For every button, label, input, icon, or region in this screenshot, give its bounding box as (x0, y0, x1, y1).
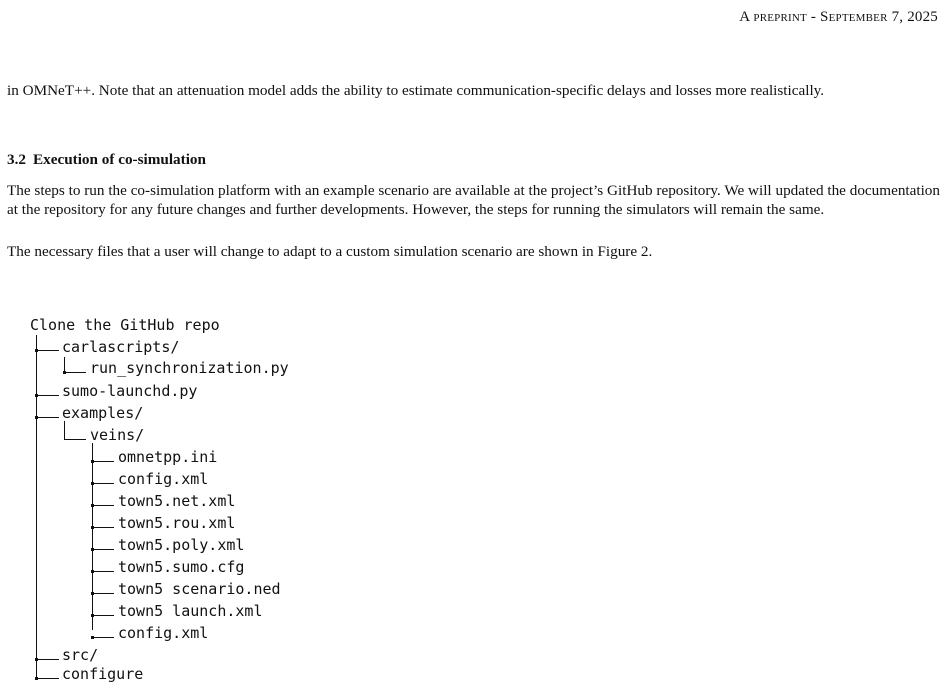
header-label: preprint - September (753, 9, 888, 25)
tree-item-town5-launch-xml: town5 launch.xml (118, 602, 263, 620)
tree-dot (35, 677, 38, 680)
tree-connector (92, 593, 114, 594)
section-number: 3.2 (7, 151, 26, 168)
tree-connector (92, 637, 114, 638)
veins-branch-line (92, 443, 93, 630)
header-date: 7, 2025 (891, 9, 938, 25)
tree-item-veins: veins/ (90, 426, 145, 444)
steps-paragraph: The steps to run the co-simulation platform with an example scenario are available at the project’s GitHub repository. We will updated the documentation at the repository for any future changes and further developments. However, the steps for running the simulators will remain the same. (7, 182, 940, 218)
tree-connector (36, 678, 59, 679)
tree-dot (91, 614, 94, 617)
tree-dot (91, 460, 94, 463)
tree-item-sumo-launchd: sumo-launchd.py (62, 382, 198, 400)
tree-connector (36, 659, 59, 660)
tree-item-examples: examples/ (62, 404, 144, 422)
tree-item-src: src/ (62, 646, 99, 664)
tree-connector (36, 350, 59, 351)
tree-connector (36, 395, 59, 396)
tree-connector (92, 461, 114, 462)
tree-item-town5-poly: town5.poly.xml (118, 536, 245, 554)
tree-connector (92, 483, 114, 484)
tree-root: Clone the GitHub repo (30, 316, 220, 334)
tree-item-town5-rou: town5.rou.xml (118, 514, 236, 532)
section-title: Execution of co-simulation (33, 151, 206, 168)
tree-item-config-xml-2: config.xml (118, 624, 209, 642)
tree-item-configure: configure (62, 665, 144, 683)
tree-dot (91, 526, 94, 529)
tree-dot (91, 504, 94, 507)
tree-dot (35, 349, 38, 352)
tree-item-town5-scenario-ned: town5 scenario.ned (118, 580, 281, 598)
tree-dot (91, 592, 94, 595)
examples-branch-line (64, 421, 65, 440)
tree-dot (35, 658, 38, 661)
tree-item-omnetpp-ini: omnetpp.ini (118, 448, 218, 466)
tree-item-town5-net: town5.net.xml (118, 492, 236, 510)
tree-connector (64, 372, 86, 373)
header-prefix: A (739, 9, 750, 25)
tree-dot (91, 482, 94, 485)
tree-connector (92, 615, 114, 616)
files-paragraph: The necessary files that a user will change to adapt to a custom simulation scenario are shown in Figure 2. (7, 243, 653, 260)
tree-connector (92, 549, 114, 550)
tree-dot (35, 394, 38, 397)
intro-paragraph: in OMNeT++. Note that an attenuation model adds the ability to estimate communication-specific delays and losses more realistically. (7, 82, 825, 99)
tree-trunk-line (36, 335, 37, 678)
tree-dot (91, 570, 94, 573)
tree-connector (92, 571, 114, 572)
tree-dot (91, 636, 94, 639)
tree-connector (64, 439, 86, 440)
tree-connector (36, 417, 59, 418)
tree-item-run-synchronization: run_synchronization.py (90, 359, 289, 377)
tree-dot (91, 548, 94, 551)
tree-item-config-xml: config.xml (118, 470, 209, 488)
tree-connector (92, 527, 114, 528)
tree-item-carlascripts: carlascripts/ (62, 338, 180, 356)
tree-dot (63, 371, 66, 374)
tree-dot (35, 416, 38, 419)
tree-connector (92, 505, 114, 506)
tree-item-town5-sumo-cfg: town5.sumo.cfg (118, 558, 245, 576)
